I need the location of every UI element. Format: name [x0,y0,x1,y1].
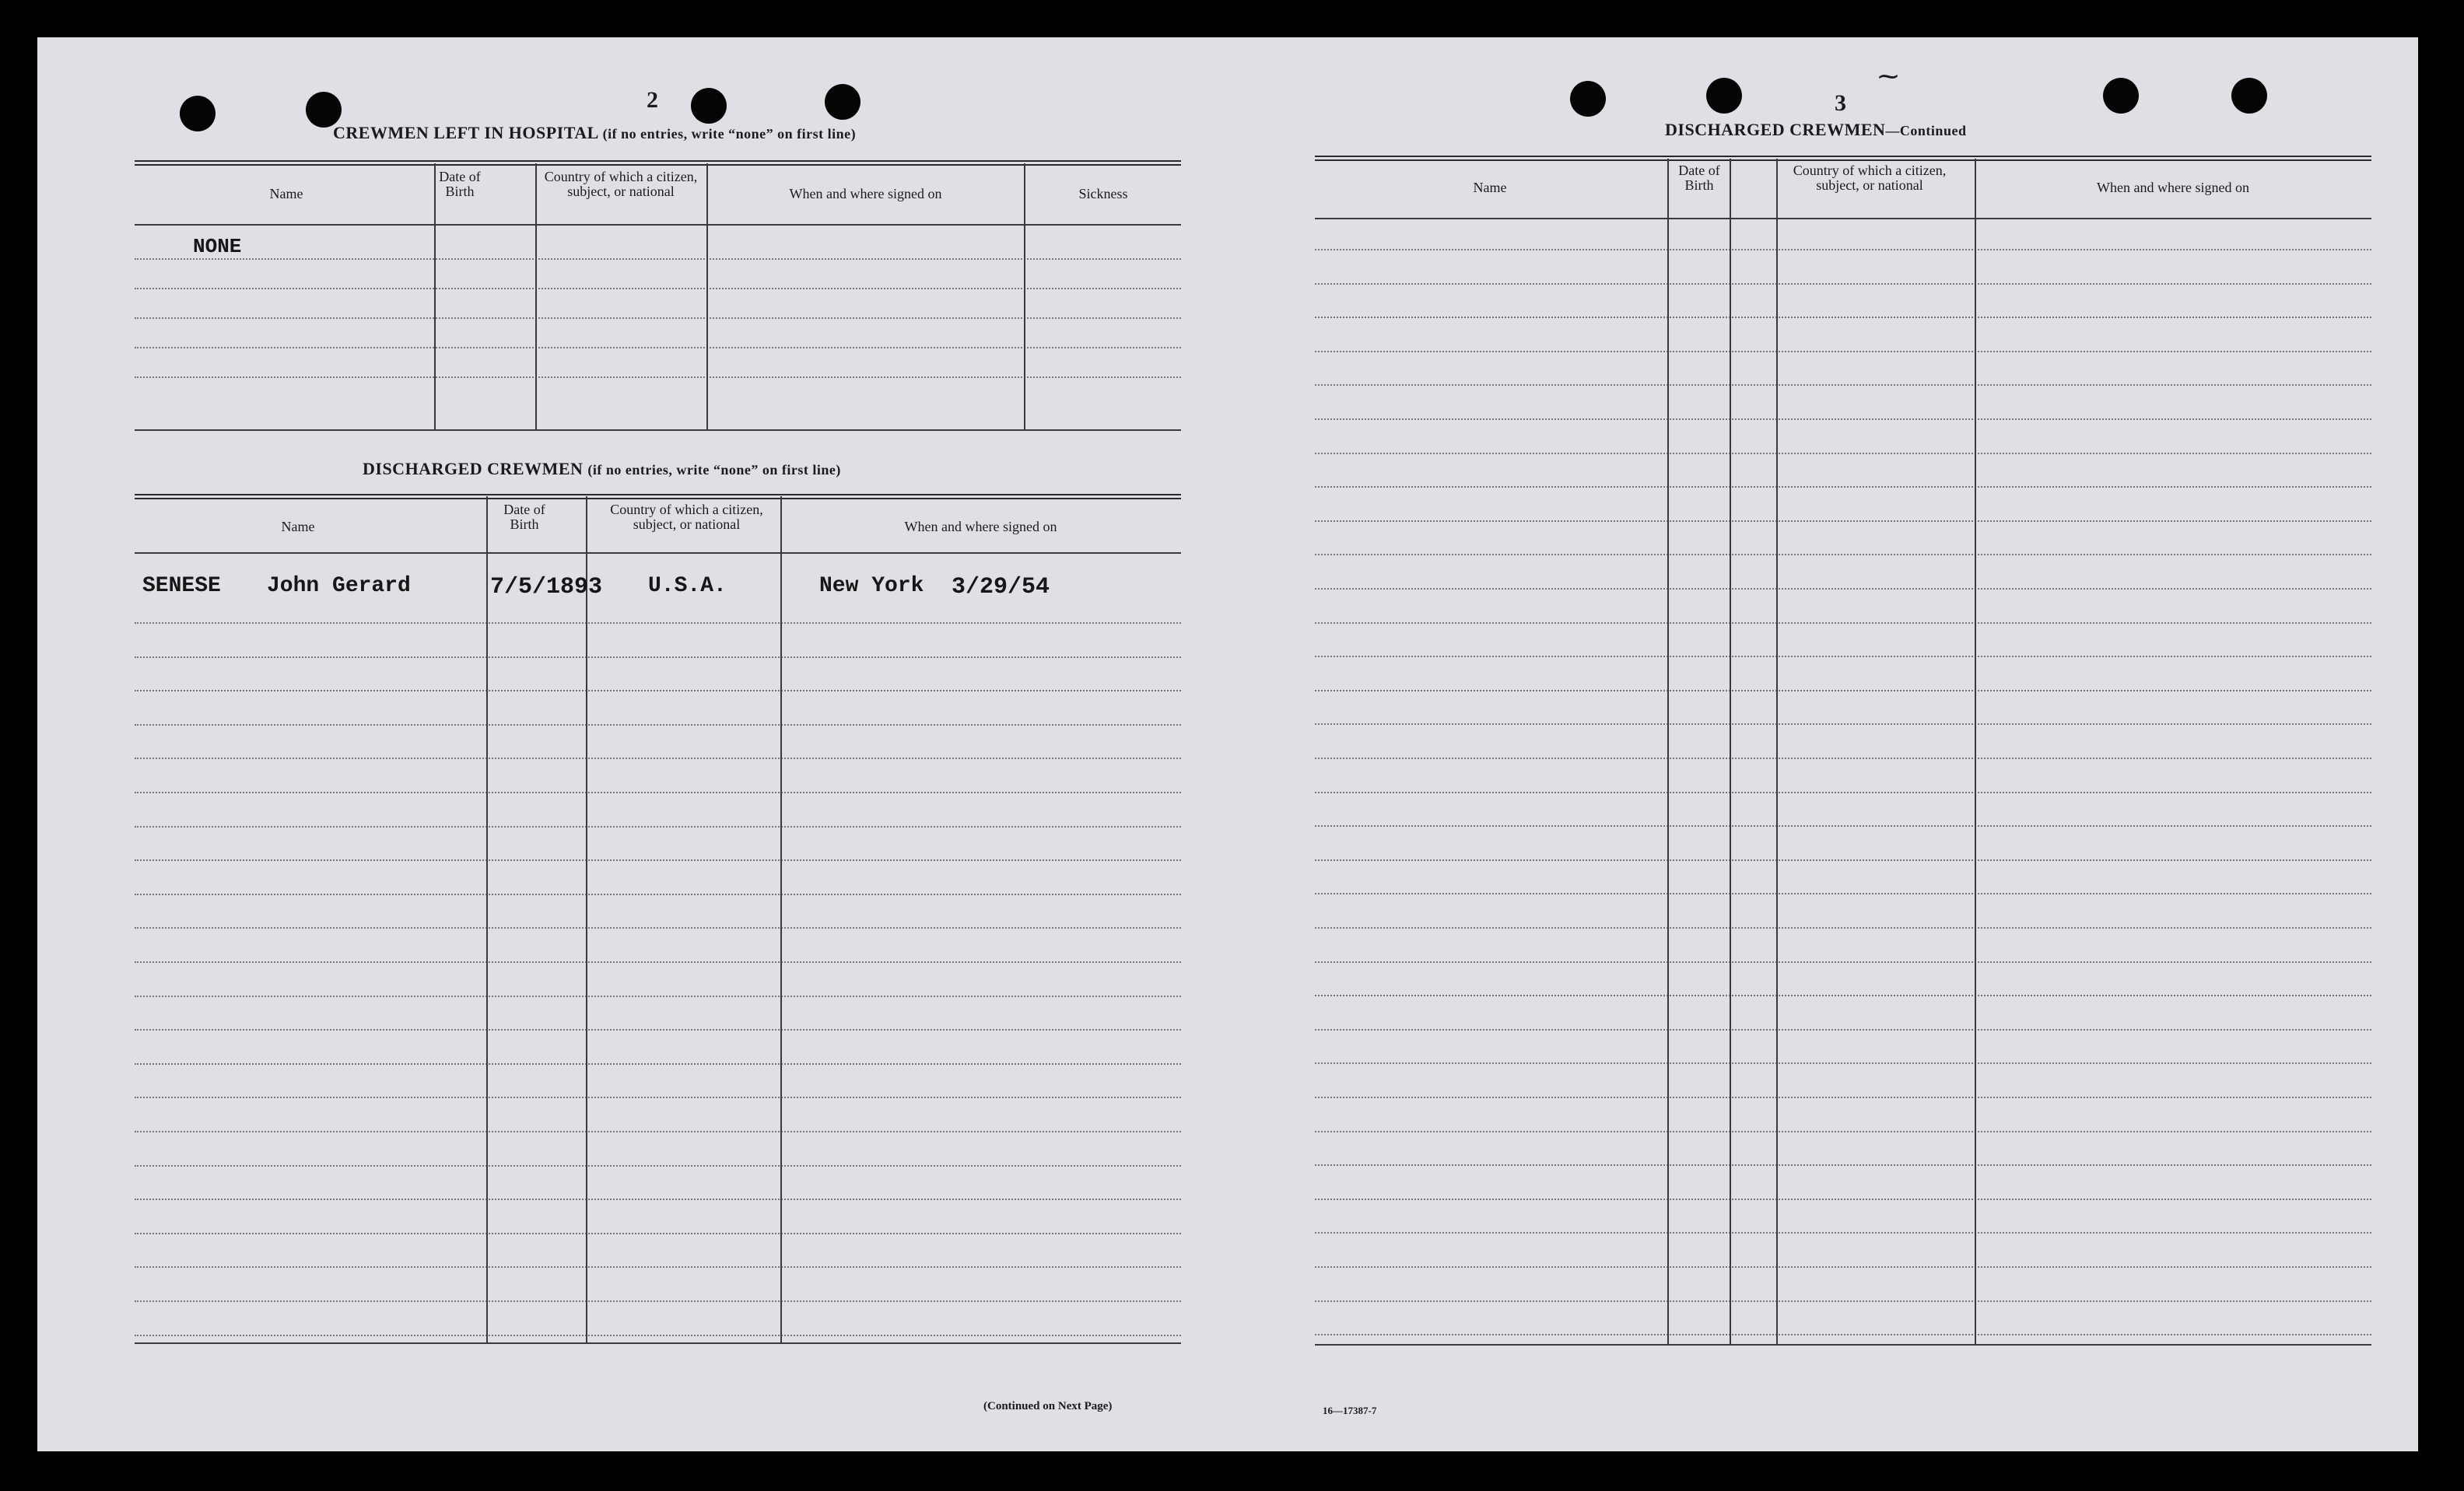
column-divider [434,163,436,431]
ruled-line [1315,690,2371,691]
ruled-line [1315,1062,2371,1064]
ruled-line [1315,1199,2371,1200]
ruled-line [1315,1097,2371,1098]
ruled-line [135,826,1181,828]
ruled-line [1315,588,2371,590]
section-title-hospital [333,123,856,143]
punch-hole [2103,78,2139,114]
ruled-line [135,1233,1181,1234]
ruled-line [1315,893,2371,894]
entry-date-of-birth: 7/5/1893 [490,574,603,600]
right-title-text: DISCHARGED CREWMEN [1665,120,1886,139]
ruled-line [1315,249,2371,250]
hospital-entry-none: NONE [193,235,242,258]
section-title-discharged-continued [1665,120,1966,140]
ruled-line [135,656,1181,658]
ruled-line [1315,927,2371,929]
form-number: 16—17387-7 [1323,1405,1377,1416]
col-header-date-of-birth: Date of Birth [503,502,545,532]
ruled-line [135,894,1181,895]
table-top-rule [1315,156,2371,161]
ruled-line [1315,1266,2371,1268]
punch-hole [180,96,216,131]
column-divider [1730,159,1731,1346]
punch-hole [825,84,860,120]
ruled-line [135,1063,1181,1065]
hospital-title-text: CREWMEN LEFT IN HOSPITAL [333,123,598,142]
col-header-signed-on: When and where signed on [2097,180,2249,195]
ruled-line [135,724,1181,726]
ruled-line [1315,961,2371,963]
page-number: 2 [647,87,658,113]
ruled-line [135,1335,1181,1336]
ruled-line [135,1097,1181,1098]
ruled-line [135,622,1181,624]
ink-mark: ⁓ [1878,65,1898,88]
ruled-line [135,1131,1181,1132]
ruled-line [135,690,1181,691]
ruled-line [1315,453,2371,454]
ruled-line [1315,758,2371,759]
punch-hole [1570,81,1606,117]
right-title-suffix: —Continued [1885,123,1967,138]
col-header-name: Name [1473,180,1507,195]
ruled-line [1315,384,2371,386]
ruled-line [1315,1029,2371,1031]
ruled-line [1315,825,2371,827]
col-header-country: Country of which a citizen, subject, or national [1793,163,1947,193]
hospital-instruction: (if no entries, write “none” on first line) [602,126,857,142]
ruled-line [1315,351,2371,352]
ruled-line [1315,1232,2371,1234]
column-divider [706,163,708,431]
continued-note: (Continued on Next Page) [983,1400,1113,1412]
col-header-sickness: Sickness [1078,186,1128,201]
entry-place: New York [819,574,924,598]
entry-date: 3/29/54 [952,574,1050,600]
ruled-line [1315,656,2371,657]
column-divider [1667,159,1669,1346]
ruled-line [135,758,1181,759]
ruled-line [135,996,1181,997]
col-header-date-of-birth: Date of Birth [439,169,481,199]
ruled-line [1315,1131,2371,1132]
ruled-line [135,792,1181,793]
discharged-instruction: (if no entries, write “none” on first line) [587,462,841,478]
ruled-line [1315,1334,2371,1335]
ruled-line [1315,283,2371,285]
discharged-title-text: DISCHARGED CREWMEN [363,459,584,478]
column-divider [1776,159,1778,1346]
ruled-line [135,859,1181,861]
document-sheet [37,37,2418,1451]
col-header-country: Country of which a citizen, subject, or national [610,502,763,532]
col-header-date-of-birth: Date of Birth [1678,163,1720,193]
ruled-line [1315,622,2371,624]
ruled-line [1315,1300,2371,1302]
ruled-line [1315,554,2371,555]
page-number: 3 [1835,90,1846,116]
column-divider [780,496,782,1344]
ruled-line [135,1199,1181,1200]
table-top-rule [135,494,1181,499]
col-header-country: Country of which a citizen, subject, or national [544,169,698,199]
column-divider [586,496,587,1344]
header-rule [135,552,1181,554]
punch-hole [691,88,727,124]
ruled-line [1315,723,2371,725]
ruled-line [1315,792,2371,793]
column-divider [1024,163,1025,431]
ruled-line [135,1300,1181,1302]
header-rule [1315,218,2371,219]
entry-country: U.S.A. [648,574,727,598]
col-header-name: Name [281,519,315,534]
column-divider [486,496,488,1344]
ruled-line [1315,317,2371,318]
ruled-line [135,1165,1181,1167]
ruled-line [135,1029,1181,1031]
table-bottom-rule [1315,1344,2371,1346]
col-header-signed-on: When and where signed on [904,519,1057,534]
ruled-line [1315,486,2371,488]
table-bottom-rule [135,1342,1181,1344]
entry-surname: SENESE [142,574,221,598]
ruled-line [135,927,1181,929]
ruled-line [1315,520,2371,522]
punch-hole [2231,78,2267,114]
entry-given-names: John Gerard [267,574,411,598]
ruled-line [1315,859,2371,861]
ruled-line [1315,1164,2371,1166]
ruled-line [135,1266,1181,1268]
ruled-line [1315,418,2371,420]
column-divider [535,163,537,431]
ruled-line [135,961,1181,963]
col-header-signed-on: When and where signed on [789,186,942,201]
ruled-line [1315,995,2371,996]
col-header-name: Name [269,186,303,201]
punch-hole [1706,78,1742,114]
section-title-discharged [363,459,841,479]
column-divider [1975,159,1976,1346]
